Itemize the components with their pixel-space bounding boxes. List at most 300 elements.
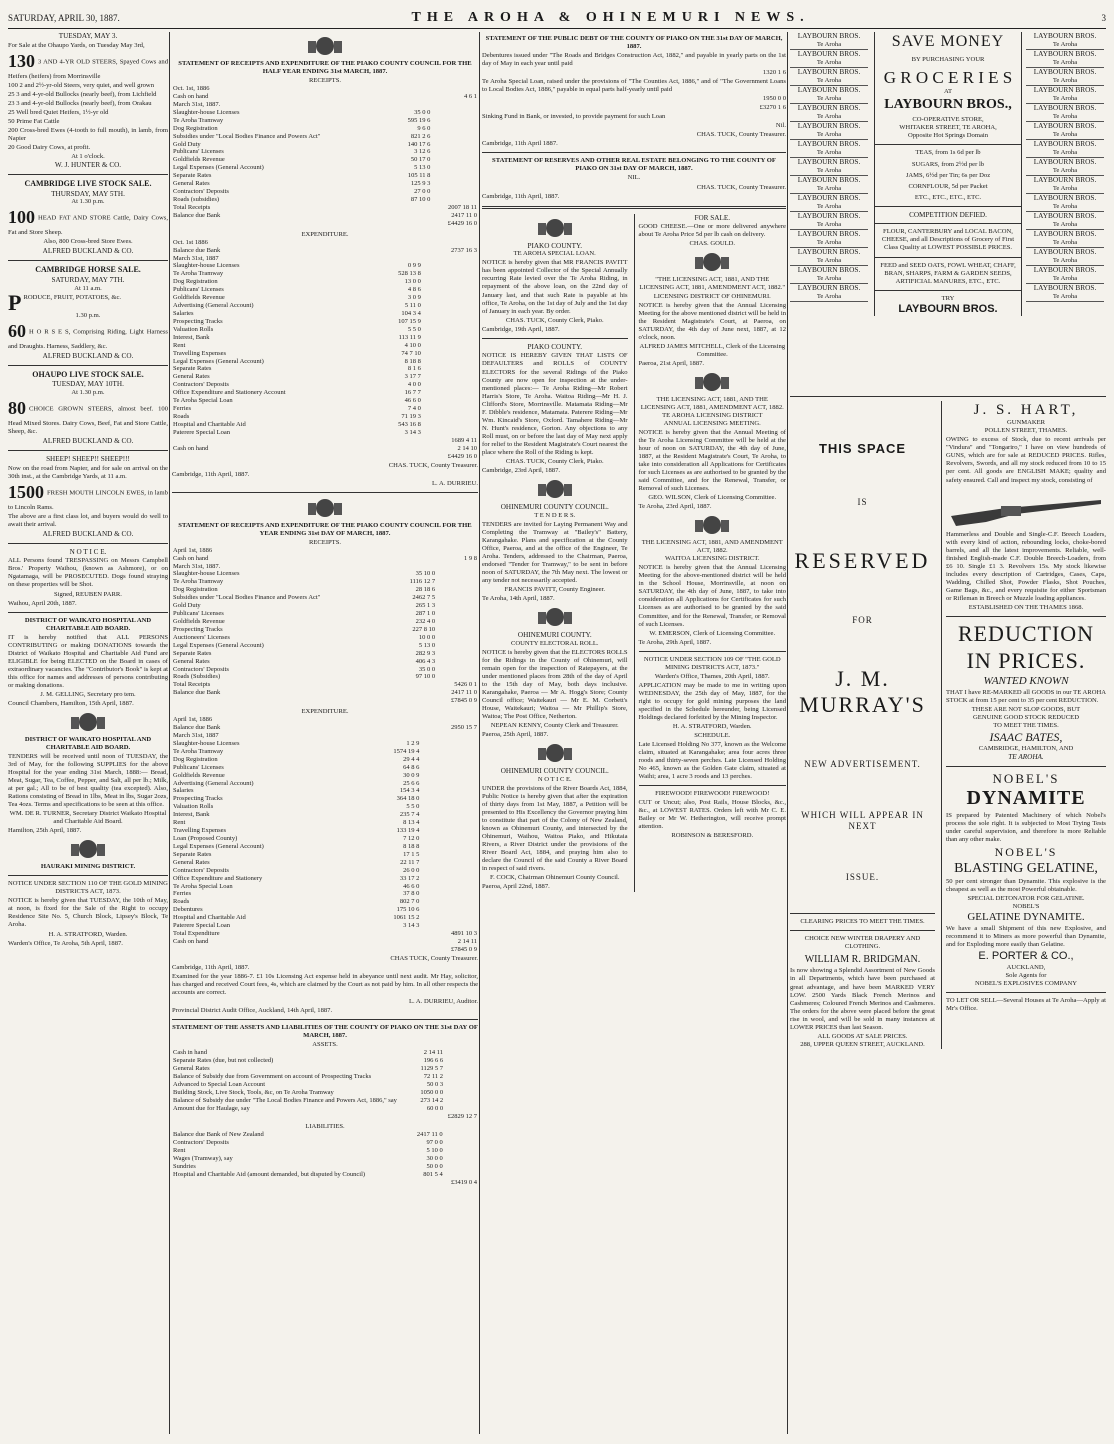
account-row bbox=[172, 286, 478, 294]
reserved-line: IS bbox=[857, 496, 868, 507]
account-row bbox=[172, 732, 478, 740]
lot-description: 100 2 and 2½-yr-old Steers, very quiet, and well grown bbox=[8, 81, 154, 89]
column-divider bbox=[169, 32, 170, 1434]
account-row bbox=[172, 413, 478, 421]
account-row bbox=[172, 437, 478, 445]
price-item: CORNFLOUR, 5d per Packet bbox=[908, 182, 988, 190]
notice-signature: CHAS. TUCK, County Clerk, Piako. bbox=[505, 457, 604, 465]
gunmaker-name: J. S. HART, bbox=[973, 402, 1079, 418]
notice-text: NOTICE is hereby given that the Annual Licensing Meeting for the above-mentioned district will be held in the School House, Morrinsville, at noon on SATURDAY, the 4th day of June, 1887, to take into consideration all Applications for Certificates for such Licenses as are authorised to be granted by the said Committee, and for the Renewal, Transfer, or Removal of such Licenses. bbox=[638, 564, 786, 628]
notice-signature: W. EMERSON, Clerk of Licensing Committee. bbox=[649, 629, 776, 637]
account-amount: 287 1 0 bbox=[415, 610, 436, 618]
notice-signature: GEO. WILSON, Clerk of Licensing Committee. bbox=[648, 494, 777, 502]
account-row bbox=[172, 547, 478, 555]
account-total bbox=[420, 843, 478, 851]
notice-heading: DISTRICT OF WAIKATO HOSPITAL AND CHARITABLE AID BOARD. bbox=[24, 735, 152, 751]
account-item: Total Receipts bbox=[173, 681, 211, 689]
account-amount: 37 8 0 bbox=[403, 890, 420, 898]
account-row bbox=[172, 851, 478, 859]
account-row bbox=[172, 811, 478, 819]
account-amount bbox=[395, 689, 436, 697]
account-amount: 72 11 2 bbox=[423, 1072, 444, 1080]
account-item: General Rates bbox=[173, 858, 210, 866]
account-row bbox=[172, 890, 478, 898]
debt-total: £3270 1 6 bbox=[759, 104, 786, 112]
nobel-heading: NOBEL'S bbox=[1012, 902, 1040, 910]
account-total bbox=[422, 365, 478, 373]
account-total bbox=[422, 342, 478, 350]
account-row bbox=[172, 1171, 478, 1179]
account-item: Hospital and Charitable Aid (amount demanded, but disputed by Council) bbox=[173, 1171, 366, 1179]
account-total bbox=[422, 381, 478, 389]
account-total bbox=[431, 117, 478, 125]
notice-heading: OHINEMURI COUNTY. bbox=[517, 631, 592, 640]
account-row bbox=[172, 220, 478, 228]
account-total bbox=[422, 397, 478, 405]
account-total bbox=[420, 795, 478, 803]
save-by: BY PURCHASING YOUR bbox=[911, 55, 985, 63]
price-item: SUGARS, from 2½d per lb bbox=[911, 160, 985, 168]
account-amount: 30 0 0 bbox=[426, 1155, 443, 1163]
lot-description: 200 Cross-bred Ewes (4-tooth to full mouth), in lamb, from Napier bbox=[8, 126, 168, 142]
account-row bbox=[172, 294, 478, 302]
account-total: £2829 12 7 bbox=[447, 1112, 477, 1120]
account-total bbox=[422, 326, 478, 334]
account-amount: 4 10 0 bbox=[404, 341, 421, 349]
account-amount: 28 18 6 bbox=[415, 586, 436, 594]
account-total: 2950 15 7 bbox=[451, 724, 477, 732]
account-amount: 113 11 9 bbox=[398, 333, 421, 341]
account-item: Goldfields Revenue bbox=[173, 771, 225, 779]
account-item bbox=[172, 453, 378, 461]
account-row bbox=[172, 117, 478, 125]
sale-time: At 1.30 p.m. bbox=[71, 198, 105, 206]
account-total bbox=[436, 634, 478, 642]
lot-description: 50 Prime Fat Cattle bbox=[8, 117, 60, 125]
laybourn-place: Te Aroha bbox=[1052, 292, 1078, 300]
account-total bbox=[420, 890, 478, 898]
account-item: Roads bbox=[173, 413, 190, 420]
account-row bbox=[172, 681, 478, 689]
store-goods: FLOUR, CANTERBURY and LOCAL BACON, CHEESE, and all Descriptions of Grocery of First Class Quality at LOWEST POSSIBLE PRICES. bbox=[881, 228, 1015, 252]
account-item: Dog Registration bbox=[173, 755, 218, 763]
laybourn-place: Te Aroha bbox=[816, 203, 842, 211]
account-total bbox=[420, 787, 478, 795]
try-label: TRY bbox=[941, 294, 955, 302]
account-item: General Rates bbox=[173, 1065, 210, 1072]
statement-place: Provincial District Audit Office, Auckland, 14th April, 1887. bbox=[172, 1007, 333, 1015]
reserved-line: NEW ADVERTISEMENT. bbox=[804, 759, 921, 770]
store-street: WHITAKER STREET, TE AROHA, bbox=[899, 124, 997, 132]
account-row bbox=[172, 650, 478, 658]
account-item: General Rates bbox=[173, 657, 210, 665]
account-item: Sundries bbox=[173, 1163, 196, 1171]
account-item: Loan (Proposed County) bbox=[173, 835, 238, 843]
sale-time: 1.30 p.m. bbox=[75, 311, 101, 319]
account-amount bbox=[395, 681, 436, 689]
laybourn-name: LAYBOURN BROS. bbox=[797, 264, 861, 274]
section-label: RECEIPTS. bbox=[308, 77, 342, 85]
laybourn-entry bbox=[790, 212, 868, 230]
account-item: Rent bbox=[173, 819, 186, 827]
account-row bbox=[172, 772, 478, 780]
notice-heading: NOTICE UNDER SECTION 109 OF "THE GOLD MINING DISTRICTS ACT, 1873." bbox=[643, 655, 781, 671]
lot-description: RODUCE, FRUIT, POTATOES, &c. bbox=[23, 293, 122, 301]
sale-firm: W. J. HUNTER & CO. bbox=[54, 161, 122, 170]
statement-signature: CHAS. TUCK, County Treasurer. bbox=[696, 183, 786, 191]
account-amount bbox=[395, 555, 436, 563]
account-total bbox=[436, 658, 478, 666]
laybourn-name: LAYBOURN BROS. bbox=[1033, 228, 1097, 238]
laybourn-name: LAYBOURN BROS. bbox=[1033, 120, 1097, 130]
account-total bbox=[431, 125, 478, 133]
laybourn-name: LAYBOURN BROS. bbox=[1033, 32, 1097, 40]
account-item: Salaries bbox=[173, 310, 194, 318]
laybourn-place: Te Aroha bbox=[1052, 41, 1078, 49]
account-total bbox=[436, 642, 478, 650]
laybourn-name: LAYBOURN BROS. bbox=[1033, 264, 1097, 274]
account-amount bbox=[410, 1179, 444, 1187]
statement-signature: CHAS TUCK, County Treasurer. bbox=[390, 954, 478, 962]
sale-heading: SHEEP! SHEEP!! SHEEP!!! bbox=[46, 454, 130, 463]
account-item: Travelling Expenses bbox=[173, 349, 227, 357]
account-total bbox=[436, 602, 478, 610]
agent-role: Sole Agents for bbox=[1005, 971, 1047, 979]
laybourn-name: LAYBOURN BROS. bbox=[1033, 192, 1097, 202]
sale-date: THURSDAY, MAY 5TH. bbox=[51, 189, 125, 198]
reserved-space-advert bbox=[790, 401, 935, 1049]
account-item: Cash in hand bbox=[173, 1049, 207, 1057]
account-amount: 8 18 8 bbox=[403, 842, 420, 850]
account-item: March 31st, 1887. bbox=[173, 562, 221, 570]
laybourn-place: Te Aroha bbox=[1052, 257, 1078, 265]
account-row bbox=[172, 429, 478, 437]
account-total bbox=[422, 318, 478, 326]
agent-company: NOBEL'S EXPLOSIVES COMPANY bbox=[974, 979, 1078, 987]
notice-place: Cambridge, 23rd April, 1887. bbox=[482, 466, 561, 474]
account-item: April 1st, 1886 bbox=[173, 716, 213, 724]
statement-place: Cambridge, 11th April, 1887. bbox=[482, 192, 560, 200]
account-total: 2 14 11 bbox=[457, 938, 477, 945]
account-row bbox=[172, 1049, 478, 1057]
lot-description: 23 3 and 4-yr-old Bullocks (nearly beef), from Orakau bbox=[8, 99, 152, 107]
account-row bbox=[172, 835, 478, 843]
account-amount: 5 13 0 bbox=[418, 641, 436, 649]
account-item: Te Aroha Tramway bbox=[173, 270, 224, 278]
laybourn-entry bbox=[1026, 32, 1104, 50]
account-row bbox=[172, 350, 478, 358]
account-item bbox=[172, 1113, 417, 1121]
account-item: Auctioneers' Licenses bbox=[173, 633, 230, 641]
account-item: Ferries bbox=[173, 890, 192, 898]
account-amount: 9 6 0 bbox=[417, 124, 431, 132]
account-row bbox=[172, 626, 478, 634]
account-item: Gold Duty bbox=[173, 140, 201, 148]
account-amount: 5 11 0 bbox=[404, 302, 421, 310]
laybourn-place: Te Aroha bbox=[1052, 203, 1078, 211]
reduction-line: THESE ARE NOT SLOP GOODS, BUT bbox=[971, 705, 1081, 713]
laybourn-name: LAYBOURN BROS. bbox=[1033, 282, 1097, 292]
account-row bbox=[172, 148, 478, 156]
debt-value: Nil. bbox=[775, 122, 786, 130]
account-row bbox=[172, 334, 478, 342]
account-item: Te Aroha Tramway bbox=[173, 578, 224, 586]
account-amount: 13 0 0 bbox=[404, 278, 421, 286]
notice-place: Paeroa, 25th April, 1887. bbox=[482, 731, 549, 739]
account-total bbox=[436, 586, 478, 594]
account-total: 2007 18 11 bbox=[447, 203, 477, 211]
nobel-text: 50 per cent stronger than Dynamite. This explosive is the cheapest as well as the most Powerful obtainable. bbox=[946, 877, 1106, 893]
account-row bbox=[172, 1057, 478, 1065]
gelatine-heading: BLASTING GELATINE, bbox=[954, 860, 1098, 876]
account-total bbox=[422, 429, 478, 437]
laybourn-name: LAYBOURN BROS. bbox=[797, 32, 861, 40]
account-item: Legal Expenses (General Account) bbox=[173, 842, 264, 850]
laybourn-place: Te Aroha bbox=[1052, 77, 1078, 85]
account-row bbox=[172, 85, 478, 93]
account-total bbox=[431, 101, 478, 109]
laybourn-place: Te Aroha bbox=[816, 167, 842, 175]
merchant-places: CAMBRIDGE, HAMILTON, AND bbox=[978, 744, 1074, 752]
account-amount: 801 5 4 bbox=[423, 1171, 443, 1179]
notice-place: Warden's Office, Thames, 20th April, 1887. bbox=[654, 672, 770, 680]
notice-heading: "THE LICENSING ACT, 1881, AND THE LICENSING ACT, 1881, AMENDMENT ACT, 1882." bbox=[639, 276, 786, 292]
notice-subheading: WAITOA LICENSING DISTRICT. bbox=[665, 555, 760, 563]
gunmaker-street: POLLEN STREET, THAMES. bbox=[984, 427, 1068, 435]
account-total bbox=[420, 732, 478, 740]
reserved-line: FOR bbox=[852, 614, 873, 625]
account-row bbox=[172, 1131, 478, 1139]
account-row bbox=[172, 570, 478, 578]
account-amount: 1574 19 4 bbox=[393, 747, 420, 755]
laybourn-entry bbox=[1026, 158, 1104, 176]
lot-number: 80 bbox=[8, 398, 26, 419]
account-amount: 10 0 0 bbox=[418, 633, 436, 641]
account-row bbox=[172, 421, 478, 429]
laybourn-place: Te Aroha bbox=[816, 292, 842, 300]
notice-heading: DISTRICT OF WAIKATO HOSPITAL AND CHARITABLE AID BOARD. bbox=[24, 616, 152, 632]
account-row bbox=[172, 555, 478, 563]
account-row bbox=[172, 255, 478, 263]
masthead-rule bbox=[8, 28, 1106, 29]
assets-table bbox=[172, 1049, 478, 1120]
account-amount: 821 2 6 bbox=[410, 132, 431, 140]
laybourn-place: Te Aroha bbox=[816, 131, 842, 139]
account-row bbox=[172, 697, 478, 705]
reserved-line: ISSUE. bbox=[845, 872, 880, 883]
account-total bbox=[420, 898, 478, 906]
account-total bbox=[420, 772, 478, 780]
account-row bbox=[172, 819, 478, 827]
laybourn-name: LAYBOURN BROS. bbox=[1033, 246, 1097, 256]
coat-of-arms-icon bbox=[63, 711, 113, 733]
laybourn-entry bbox=[790, 68, 868, 86]
account-item: Legal Expenses (General Account) bbox=[173, 641, 264, 649]
clearing-heading: CLEARING PRICES TO MEET THE TIMES. bbox=[800, 918, 925, 926]
notice-text: NOTICE IS HEREBY GIVEN THAT LISTS OF DEFAULTERS and ROLLS of COUNTY ELECTORS for the several Ridings of the Piako County are now open for inspection at the under-mentioned places:— Te Aroha Riding—Mr Robert Harris's Store, Te Aroha. Waitoa Riding—Mr H. J. Clifford's Store, Morrinsville. Matamata Riding—Mr F. Dibble's residence, Matamata. Paterere Riding—Mr Wm. Kincaid's Store, Oxford. Tamahere Riding—Mr N. Hunt's residence, Gorton. Any objections to any Roll must, on or before the last day of May next apply for relief to the Resident Magistrate's Court nearest the place where the Roll of the Riding is kept. bbox=[482, 352, 628, 456]
account-total bbox=[420, 780, 478, 788]
account-total bbox=[444, 1147, 478, 1155]
account-amount: 22 11 7 bbox=[400, 858, 420, 866]
reserved-line: THIS SPACE bbox=[818, 441, 907, 456]
coat-of-arms-icon bbox=[530, 217, 580, 239]
account-row bbox=[172, 859, 478, 867]
account-total bbox=[431, 180, 478, 188]
account-amount bbox=[417, 1113, 444, 1121]
price-item: TEAS, from 1s 6d per lb bbox=[915, 149, 981, 157]
notice-signature: H. A. STRATFORD, Warden. bbox=[672, 722, 752, 730]
laybourn-entry bbox=[790, 158, 868, 176]
account-row bbox=[172, 563, 478, 571]
schedule-text: Late Licensed Holding No 377, known as the Welcome claim, situated at Karangahake; area four acres three roods and thirty-seven perches. Late Licensed Holding No 465, known as the Golden Gate claim, situated at Waihi; area, 1 acre 3 roods and 13 perches. bbox=[638, 740, 786, 781]
notice-place: Waihou, April 20th, 1887. bbox=[8, 599, 77, 607]
laybourn-entry bbox=[1026, 122, 1104, 140]
account-amount bbox=[395, 212, 432, 220]
account-row bbox=[172, 1097, 478, 1105]
notice-place: Te Aroha, 29th April, 1887. bbox=[638, 638, 712, 646]
account-item: Hospital and Charitable Aid bbox=[173, 914, 246, 922]
account-amount bbox=[378, 453, 422, 461]
column-1 bbox=[8, 32, 168, 1432]
merchant-town: TE AROHA. bbox=[1008, 752, 1044, 761]
account-amount: 1050 0 0 bbox=[420, 1088, 444, 1096]
account-item: Publicans' Licenses bbox=[173, 148, 224, 156]
account-item: Advanced to Special Loan Account bbox=[173, 1080, 266, 1088]
account-item: Dog Registration bbox=[173, 586, 218, 594]
account-total bbox=[422, 350, 478, 358]
sale-heading: CAMBRIDGE HORSE SALE. bbox=[35, 265, 141, 275]
schedule-heading: SCHEDULE. bbox=[694, 731, 731, 739]
account-amount: 2417 11 0 bbox=[416, 1131, 443, 1139]
account-total bbox=[444, 1105, 478, 1113]
notice-signature: NEPEAN KENNY, County Clerk and Treasurer. bbox=[490, 722, 619, 730]
notice-place: Warden's Office, Te Aroha, 5th April, 1887. bbox=[8, 939, 123, 947]
account-total bbox=[420, 756, 478, 764]
account-row bbox=[172, 634, 478, 642]
sale-time: At 1.30 p.m. bbox=[71, 389, 105, 397]
account-row bbox=[172, 318, 478, 326]
laybourn-entry bbox=[790, 32, 868, 50]
account-total bbox=[436, 570, 478, 578]
sale-item bbox=[8, 118, 168, 126]
account-item: Paterere Special Loan bbox=[173, 428, 231, 436]
account-amount: 364 18 0 bbox=[396, 795, 420, 803]
account-row bbox=[172, 397, 478, 405]
account-amount: 74 7 10 bbox=[401, 349, 421, 357]
lot-description: 25 Well bred Quiet Heifers, 1½-yr old bbox=[8, 108, 109, 116]
laybourn-place: Te Aroha bbox=[816, 257, 842, 265]
laybourn-entry bbox=[1026, 284, 1104, 302]
account-total bbox=[420, 819, 478, 827]
coat-of-arms-icon bbox=[300, 497, 350, 519]
account-amount: 133 19 4 bbox=[396, 827, 420, 835]
account-total: 5426 0 1 bbox=[454, 681, 477, 689]
expenditure-table bbox=[172, 716, 478, 954]
account-amount: 4 0 0 bbox=[407, 381, 421, 389]
account-total bbox=[420, 883, 478, 891]
coat-of-arms-icon bbox=[687, 371, 737, 393]
account-total bbox=[444, 1097, 478, 1105]
account-total: 2 14 10 bbox=[457, 444, 477, 452]
account-row bbox=[172, 445, 478, 453]
account-total bbox=[444, 1065, 478, 1073]
account-item: April 1st, 1886 bbox=[173, 546, 213, 554]
account-item: March 31st, 1887 bbox=[173, 254, 219, 262]
account-amount: 265 1 3 bbox=[415, 602, 436, 610]
account-total: £3419 0 4 bbox=[451, 1179, 477, 1187]
section-label: EXPENDITURE. bbox=[301, 708, 349, 716]
notice-heading: N O T I C E. bbox=[69, 547, 107, 556]
laybourn-name: LAYBOURN BROS. bbox=[1033, 48, 1097, 58]
account-row bbox=[172, 827, 478, 835]
section-label: RECEIPTS. bbox=[308, 538, 342, 546]
account-item: Prospecting Tracks bbox=[173, 795, 223, 803]
notice-place: Hamilton, 25th April, 1887. bbox=[8, 827, 82, 835]
account-item: Interest, Bank bbox=[173, 333, 210, 341]
account-amount: 8 1 6 bbox=[407, 365, 421, 373]
laybourn-entry bbox=[1026, 176, 1104, 194]
notice-heading: OHINEMURI COUNTY COUNCIL. bbox=[500, 767, 609, 776]
account-total bbox=[436, 563, 478, 571]
account-total bbox=[444, 1073, 478, 1081]
lot-extra: Also, 800 Cross-bred Store Ewes. bbox=[43, 238, 133, 246]
laybourn-entry bbox=[790, 284, 868, 302]
account-row bbox=[172, 101, 478, 109]
account-row bbox=[172, 843, 478, 851]
account-total bbox=[422, 413, 478, 421]
lot-description: H O R S E S, Comprising Riding, Light Harness and Draughts. Harness, Saddlery, &c. bbox=[8, 328, 168, 350]
audit-note: Examined for the year 1886-7. £1 10s Licensing Act expense held in abeyance until next audit. Mr Hay, solicitor, has charged and received Court fees, 4s, which are claimed by the Court as not paid by him. In all other respects the accounts are correct. bbox=[172, 972, 478, 996]
groceries-heading: G R O C E R I E S bbox=[883, 67, 1013, 87]
account-row bbox=[172, 453, 478, 461]
account-item: Gold Duty bbox=[173, 602, 201, 610]
account-item: Slaughter-house Licenses bbox=[173, 108, 240, 116]
account-total bbox=[422, 302, 478, 310]
account-total bbox=[444, 1163, 478, 1171]
account-amount: 7 4 0 bbox=[407, 405, 421, 413]
account-total bbox=[444, 1171, 478, 1179]
advertiser-name: J. M. MURRAY'S bbox=[799, 665, 926, 718]
account-amount: 528 13 8 bbox=[398, 270, 421, 278]
laybourn-entry bbox=[790, 266, 868, 284]
sale-items bbox=[8, 51, 168, 152]
account-item: Office Expenditure and Stationery Account bbox=[173, 389, 286, 397]
account-total bbox=[444, 1057, 478, 1065]
laybourn-place: Te Aroha bbox=[816, 274, 842, 282]
account-row bbox=[172, 898, 478, 906]
account-total bbox=[431, 188, 478, 196]
account-total bbox=[420, 851, 478, 859]
notice-text: NOTICE is hereby given that the Annual Licensing Meeting for the above mentioned district will be held in the Resident Magistrate's Court, at Paeroa, on SATURDAY, the 4th day of June next, 1887, at 12 o'clock, noon. bbox=[638, 301, 786, 341]
save-at: AT bbox=[943, 88, 953, 96]
account-row bbox=[172, 302, 478, 310]
section-label: LIABILITIES. bbox=[305, 1123, 345, 1131]
account-row bbox=[172, 204, 478, 212]
laybourn-name: LAYBOURN BROS. bbox=[1033, 138, 1097, 148]
account-amount: 8 18 8 bbox=[404, 357, 421, 365]
account-total bbox=[431, 141, 478, 149]
sale-time: At 1 o'clock. bbox=[71, 153, 105, 161]
account-amount: 2462 7 5 bbox=[412, 594, 436, 602]
account-item: Subsidies under "Local Bodies Finance and Powers Act" bbox=[173, 132, 321, 140]
laybourn-name: LAYBOURN BROS. bbox=[797, 138, 861, 148]
account-total: £4429 16 0 bbox=[447, 452, 477, 460]
account-item: Slaughter-house Licenses bbox=[173, 570, 240, 578]
sale-note: The above are a first class lot, and buyers would do well to await their arrival. bbox=[8, 512, 168, 528]
account-amount: 5 5 0 bbox=[407, 325, 421, 333]
account-amount bbox=[395, 547, 436, 555]
account-item: Contractors' Deposits bbox=[173, 665, 229, 673]
